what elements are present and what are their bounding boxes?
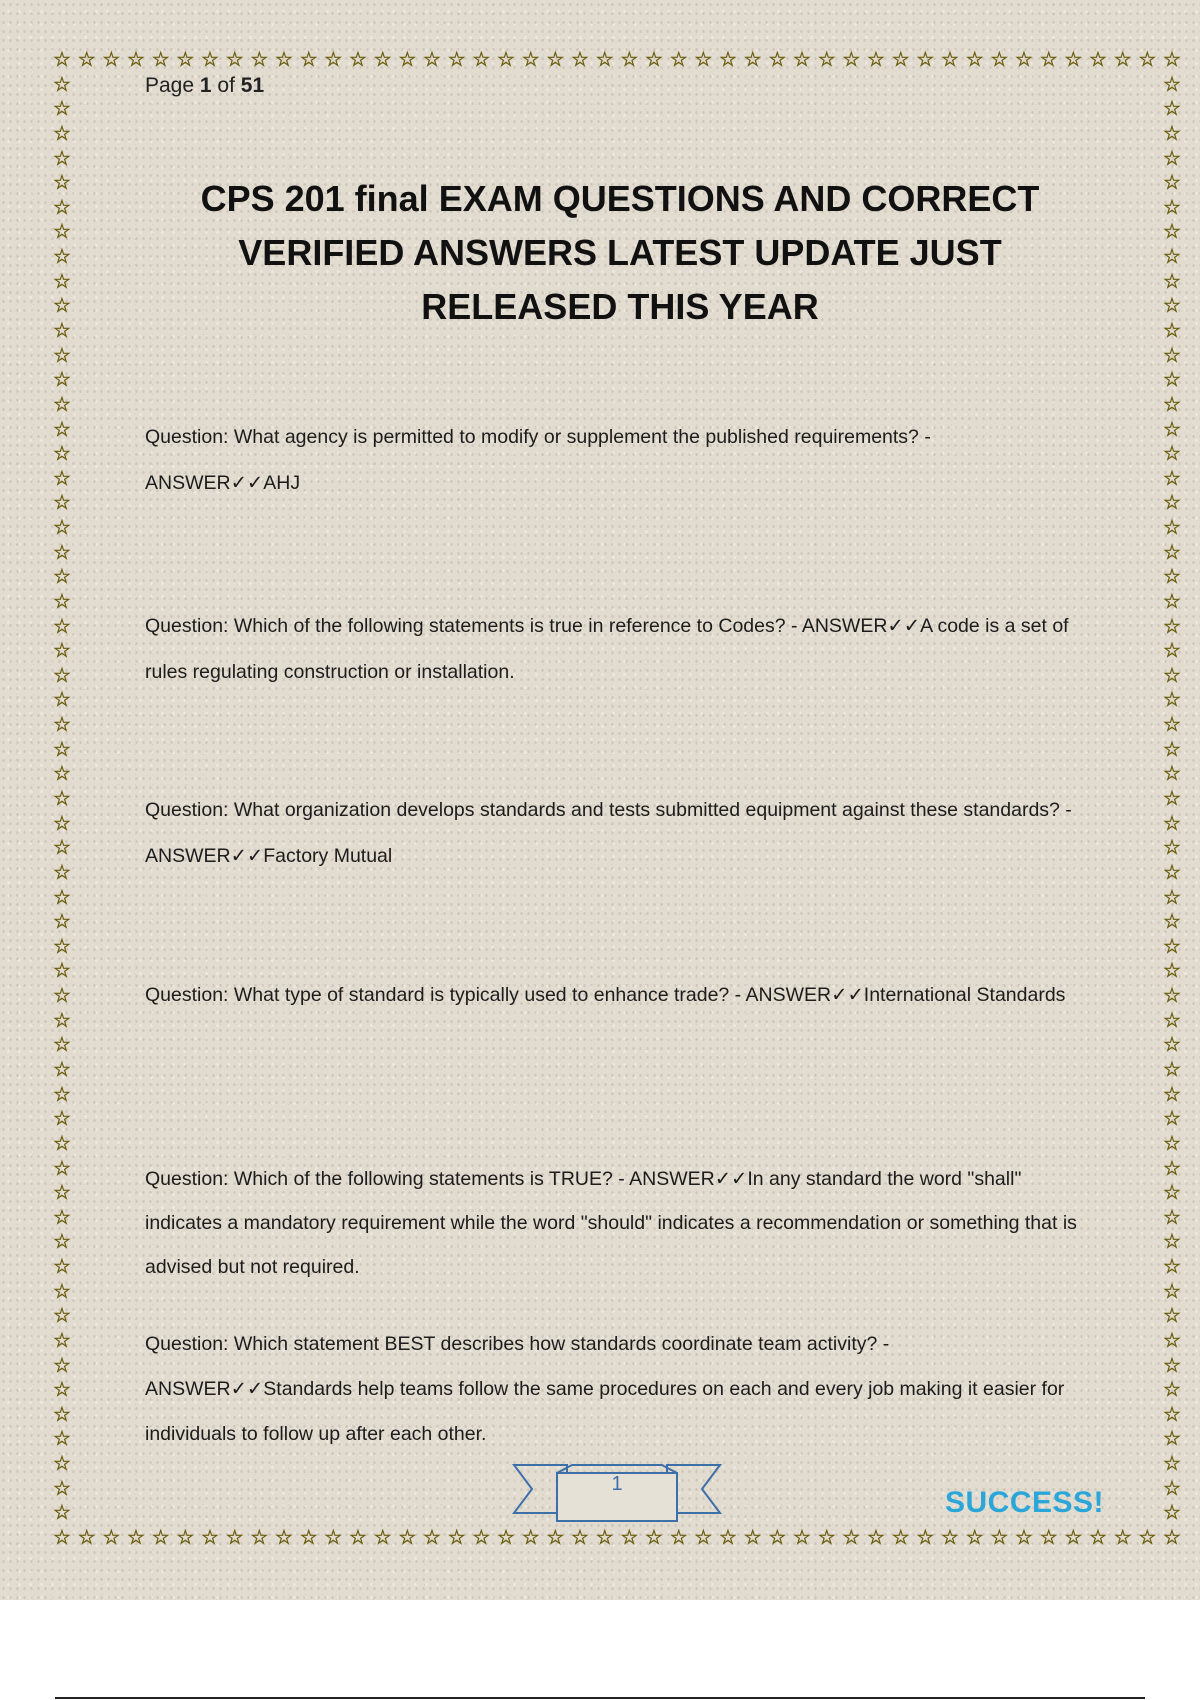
star-outline-icon: ☆ (53, 1256, 71, 1279)
star-outline-icon: ☆ (53, 1108, 71, 1131)
star-outline-icon: ☆ (1163, 1329, 1181, 1352)
star-outline-icon: ☆ (53, 812, 71, 835)
star-outline-icon: ☆ (250, 49, 269, 71)
qa-text: Question: Which statement BEST describes how standards coordinate team activity? - ANSWER✓✓Standards help teams follow the same procedures on each and every job making it easier for individuals to follow up after each other. (145, 1333, 1065, 1445)
star-outline-icon: ☆ (127, 1527, 145, 1549)
star-outline-icon: ☆ (53, 1034, 71, 1057)
page-label-of: of (217, 74, 235, 97)
star-outline-icon: ☆ (250, 1527, 269, 1549)
star-outline-icon: ☆ (620, 49, 639, 71)
star-outline-icon: ☆ (694, 1527, 713, 1549)
star-outline-icon: ☆ (743, 49, 762, 71)
star-outline-icon: ☆ (176, 1527, 195, 1549)
star-outline-icon: ☆ (53, 935, 71, 958)
star-outline-icon: ☆ (53, 1231, 71, 1254)
qa-item-6 (145, 1322, 1090, 1457)
star-outline-icon: ☆ (1163, 1009, 1181, 1032)
star-outline-icon: ☆ (1163, 1034, 1181, 1057)
star-outline-icon: ☆ (349, 49, 367, 71)
star-outline-icon: ☆ (1163, 517, 1181, 540)
star-outline-icon: ☆ (53, 590, 71, 613)
star-outline-icon: ☆ (941, 1527, 959, 1549)
star-outline-icon: ☆ (842, 49, 861, 71)
star-outline-icon: ☆ (53, 73, 71, 96)
star-outline-icon: ☆ (1138, 1527, 1157, 1549)
star-outline-icon: ☆ (1163, 1256, 1181, 1279)
star-outline-icon: ☆ (571, 1527, 589, 1549)
star-outline-icon: ☆ (793, 49, 811, 71)
star-outline-icon: ☆ (53, 837, 71, 860)
star-outline-icon: ☆ (595, 49, 614, 71)
star-outline-icon: ☆ (916, 1527, 935, 1549)
star-outline-icon: ☆ (1163, 640, 1181, 663)
qa-text: Question: Which of the following statements is true in reference to Codes? - ANSWER✓✓A code is a set of rules regulating construction or installation. (145, 615, 1069, 683)
star-outline-icon: ☆ (867, 1527, 885, 1549)
star-outline-icon: ☆ (941, 49, 959, 71)
star-outline-icon: ☆ (225, 49, 244, 71)
star-outline-icon: ☆ (53, 1157, 71, 1180)
star-outline-icon: ☆ (53, 295, 71, 318)
star-outline-icon: ☆ (1163, 886, 1181, 909)
star-outline-icon: ☆ (546, 49, 565, 71)
star-outline-icon: ☆ (53, 1453, 71, 1476)
star-outline-icon: ☆ (53, 393, 71, 416)
star-outline-icon: ☆ (53, 1379, 71, 1402)
success-label: SUCCESS! (945, 1486, 1105, 1519)
star-outline-icon: ☆ (1163, 1058, 1181, 1081)
star-outline-icon: ☆ (398, 1527, 417, 1549)
star-outline-icon: ☆ (53, 147, 71, 170)
star-outline-icon: ☆ (1089, 49, 1107, 71)
star-outline-icon: ☆ (1163, 960, 1181, 983)
divider (55, 1697, 1145, 1699)
star-outline-icon: ☆ (1015, 1527, 1033, 1549)
star-outline-icon: ☆ (53, 1280, 71, 1303)
star-outline-icon: ☆ (53, 1009, 71, 1032)
star-outline-icon: ☆ (1163, 1305, 1181, 1328)
star-outline-icon: ☆ (1163, 566, 1181, 589)
star-outline-icon: ☆ (1163, 172, 1181, 195)
star-outline-icon: ☆ (1015, 49, 1033, 71)
star-outline-icon: ☆ (275, 1527, 293, 1549)
star-outline-icon: ☆ (53, 1428, 71, 1451)
star-outline-icon: ☆ (53, 1403, 71, 1426)
star-outline-icon: ☆ (53, 270, 71, 293)
star-outline-icon: ☆ (53, 664, 71, 687)
star-outline-icon: ☆ (1163, 1453, 1181, 1476)
star-outline-icon: ☆ (990, 1527, 1009, 1549)
qa-text: Question: What organization develops standards and tests submitted equipment against these standards? - ANSWER✓✓Factory Mutual (145, 799, 1072, 867)
star-outline-icon: ☆ (1163, 1477, 1181, 1500)
star-outline-icon: ☆ (53, 763, 71, 786)
star-outline-icon: ☆ (743, 1527, 762, 1549)
star-outline-icon: ☆ (201, 49, 219, 71)
star-outline-icon: ☆ (546, 1527, 565, 1549)
star-outline-icon: ☆ (275, 49, 293, 71)
star-outline-icon: ☆ (1163, 246, 1181, 269)
star-outline-icon: ☆ (53, 172, 71, 195)
star-outline-icon: ☆ (1163, 1108, 1181, 1131)
star-outline-icon: ☆ (1113, 1527, 1132, 1549)
page-label-prefix: Page (145, 74, 195, 97)
star-outline-icon: ☆ (965, 49, 984, 71)
star-outline-icon: ☆ (1163, 1157, 1181, 1180)
star-outline-icon: ☆ (1039, 49, 1058, 71)
star-outline-icon: ☆ (53, 443, 71, 466)
star-outline-icon: ☆ (1163, 98, 1181, 121)
total-pages: 51 (240, 74, 265, 97)
star-outline-icon: ☆ (324, 1527, 343, 1549)
star-outline-icon: ☆ (225, 1527, 244, 1549)
star-outline-icon: ☆ (151, 1527, 170, 1549)
star-outline-icon: ☆ (694, 49, 713, 71)
star-outline-icon: ☆ (53, 1058, 71, 1081)
star-outline-icon: ☆ (1039, 1527, 1058, 1549)
star-outline-icon: ☆ (77, 1527, 96, 1549)
star-outline-icon: ☆ (1163, 1403, 1181, 1426)
star-outline-icon: ☆ (1163, 861, 1181, 884)
star-outline-icon: ☆ (472, 1527, 491, 1549)
star-outline-icon: ☆ (53, 788, 71, 810)
star-outline-icon: ☆ (201, 1527, 219, 1549)
star-outline-icon: ☆ (1163, 763, 1181, 786)
star-outline-icon: ☆ (349, 1527, 367, 1549)
star-outline-icon: ☆ (472, 49, 491, 71)
star-outline-icon: ☆ (53, 886, 71, 909)
star-outline-icon: ☆ (620, 1527, 639, 1549)
star-outline-icon: ☆ (447, 1527, 466, 1549)
star-outline-icon: ☆ (127, 49, 145, 71)
star-outline-icon: ☆ (719, 1527, 737, 1549)
star-outline-icon: ☆ (53, 49, 71, 71)
star-outline-icon: ☆ (398, 49, 417, 71)
star-outline-icon: ☆ (53, 1502, 71, 1525)
star-outline-icon: ☆ (151, 49, 170, 71)
star-outline-icon: ☆ (53, 1182, 71, 1205)
star-outline-icon: ☆ (497, 1527, 515, 1549)
star-outline-icon: ☆ (53, 714, 71, 737)
star-outline-icon: ☆ (53, 492, 71, 515)
star-outline-icon: ☆ (1163, 812, 1181, 835)
star-outline-icon: ☆ (53, 640, 71, 663)
star-outline-icon: ☆ (1163, 714, 1181, 737)
star-outline-icon: ☆ (53, 517, 71, 540)
star-outline-icon: ☆ (669, 49, 688, 71)
star-outline-icon: ☆ (1163, 911, 1181, 934)
star-outline-icon: ☆ (1064, 1527, 1083, 1549)
star-outline-icon: ☆ (1163, 73, 1181, 96)
qa-text: Question: Which of the following statements is TRUE? - ANSWER✓✓In any standard the word "shall" indicates a mandatory requirement while the word "should" indicates a recommendation or something that is advised but not required. (145, 1168, 1077, 1278)
star-outline-icon: ☆ (53, 1305, 71, 1328)
star-outline-icon: ☆ (1163, 1502, 1181, 1525)
star-outline-icon: ☆ (1163, 1354, 1181, 1377)
star-outline-icon: ☆ (1163, 270, 1181, 293)
star-outline-icon: ☆ (817, 1527, 836, 1549)
star-outline-icon: ☆ (102, 1527, 121, 1549)
star-outline-icon: ☆ (1163, 1182, 1181, 1205)
star-outline-icon: ☆ (965, 1527, 984, 1549)
qa-item-3 (145, 787, 1090, 879)
star-outline-icon: ☆ (1163, 985, 1181, 1008)
star-outline-icon: ☆ (1163, 49, 1181, 71)
star-outline-icon: ☆ (645, 49, 663, 71)
qa-item-4 (145, 972, 1090, 1018)
star-outline-icon: ☆ (842, 1527, 861, 1549)
star-outline-icon: ☆ (768, 1527, 787, 1549)
star-outline-icon: ☆ (1163, 541, 1181, 564)
qa-item-5 (145, 1157, 1090, 1289)
star-outline-icon: ☆ (447, 49, 466, 71)
qa-item-1 (145, 414, 1090, 506)
star-outline-icon: ☆ (719, 49, 737, 71)
star-outline-icon: ☆ (1163, 615, 1181, 638)
star-outline-icon: ☆ (1163, 1527, 1181, 1549)
star-outline-icon: ☆ (1163, 196, 1181, 219)
star-outline-icon: ☆ (373, 49, 392, 71)
star-outline-icon: ☆ (53, 738, 71, 761)
star-outline-icon: ☆ (1163, 1132, 1181, 1155)
star-outline-icon: ☆ (53, 196, 71, 219)
star-outline-icon: ☆ (1163, 788, 1181, 810)
star-outline-icon: ☆ (176, 49, 195, 71)
star-outline-icon: ☆ (53, 1083, 71, 1106)
star-outline-icon: ☆ (891, 1527, 910, 1549)
star-outline-icon: ☆ (53, 98, 71, 121)
star-outline-icon: ☆ (299, 1527, 318, 1549)
star-outline-icon: ☆ (768, 49, 787, 71)
star-outline-icon: ☆ (1163, 1083, 1181, 1106)
star-outline-icon: ☆ (1089, 1527, 1107, 1549)
star-outline-icon: ☆ (1163, 319, 1181, 342)
star-outline-icon: ☆ (102, 49, 121, 71)
star-outline-icon: ☆ (53, 985, 71, 1008)
star-outline-icon: ☆ (1163, 147, 1181, 170)
star-outline-icon: ☆ (53, 467, 71, 490)
star-outline-icon: ☆ (53, 911, 71, 934)
star-outline-icon: ☆ (1163, 295, 1181, 318)
star-outline-icon: ☆ (521, 49, 540, 71)
star-outline-icon: ☆ (1163, 689, 1181, 712)
star-outline-icon: ☆ (53, 1132, 71, 1155)
star-outline-icon: ☆ (1163, 738, 1181, 761)
star-outline-icon: ☆ (1163, 393, 1181, 416)
star-outline-icon: ☆ (1163, 369, 1181, 392)
star-outline-icon: ☆ (1163, 1206, 1181, 1229)
star-outline-icon: ☆ (497, 49, 515, 71)
star-outline-icon: ☆ (53, 369, 71, 392)
star-outline-icon: ☆ (423, 49, 441, 71)
star-outline-icon: ☆ (1163, 467, 1181, 490)
star-outline-icon: ☆ (669, 1527, 688, 1549)
star-outline-icon: ☆ (53, 1206, 71, 1229)
qa-item-2 (145, 603, 1090, 695)
star-outline-icon: ☆ (53, 689, 71, 712)
star-outline-icon: ☆ (1163, 418, 1181, 441)
star-outline-icon: ☆ (53, 541, 71, 564)
star-outline-icon: ☆ (645, 1527, 663, 1549)
star-outline-icon: ☆ (1163, 221, 1181, 244)
ribbon-banner-icon (512, 1455, 722, 1525)
current-page: 1 (199, 74, 212, 97)
star-outline-icon: ☆ (53, 319, 71, 342)
star-outline-icon: ☆ (53, 344, 71, 367)
star-outline-icon: ☆ (1163, 492, 1181, 515)
star-outline-icon: ☆ (990, 49, 1009, 71)
star-outline-icon: ☆ (817, 49, 836, 71)
star-outline-icon: ☆ (53, 566, 71, 589)
star-outline-icon: ☆ (53, 122, 71, 145)
star-outline-icon: ☆ (77, 49, 96, 71)
star-outline-icon: ☆ (595, 1527, 614, 1549)
star-outline-icon: ☆ (1138, 49, 1157, 71)
star-outline-icon: ☆ (1163, 1280, 1181, 1303)
star-outline-icon: ☆ (53, 1527, 71, 1549)
star-outline-icon: ☆ (53, 221, 71, 244)
star-outline-icon: ☆ (1064, 49, 1083, 71)
star-outline-icon: ☆ (373, 1527, 392, 1549)
star-outline-icon: ☆ (53, 1329, 71, 1352)
star-outline-icon: ☆ (1163, 1379, 1181, 1402)
star-outline-icon: ☆ (53, 615, 71, 638)
qa-text: Question: What agency is permitted to modify or supplement the published requirements? - ANSWER✓✓AHJ (145, 426, 931, 494)
star-outline-icon: ☆ (867, 49, 885, 71)
star-outline-icon: ☆ (53, 418, 71, 441)
star-outline-icon: ☆ (793, 1527, 811, 1549)
star-outline-icon: ☆ (1163, 935, 1181, 958)
star-outline-icon: ☆ (53, 246, 71, 269)
star-outline-icon: ☆ (53, 861, 71, 884)
star-outline-icon: ☆ (916, 49, 935, 71)
star-outline-icon: ☆ (53, 960, 71, 983)
star-outline-icon: ☆ (1163, 837, 1181, 860)
star-outline-icon: ☆ (1163, 122, 1181, 145)
qa-text: Question: What type of standard is typically used to enhance trade? - ANSWER✓✓International Standards (145, 984, 1066, 1006)
star-outline-icon: ☆ (1163, 344, 1181, 367)
star-outline-icon: ☆ (423, 1527, 441, 1549)
star-outline-icon: ☆ (1163, 1231, 1181, 1254)
page-counter (145, 74, 264, 98)
star-outline-icon: ☆ (299, 49, 318, 71)
document-title: CPS 201 final EXAM QUESTIONS AND CORRECT VERIFIED ANSWERS LATEST UPDATE JUST RELEASED THIS YEAR (200, 178, 1040, 327)
star-outline-icon: ☆ (891, 49, 910, 71)
star-outline-icon: ☆ (1163, 590, 1181, 613)
footer-page-number: 1 (611, 1473, 623, 1495)
star-outline-icon: ☆ (1113, 49, 1132, 71)
star-outline-icon: ☆ (1163, 664, 1181, 687)
star-outline-icon: ☆ (521, 1527, 540, 1549)
star-outline-icon: ☆ (53, 1477, 71, 1500)
star-outline-icon: ☆ (324, 49, 343, 71)
star-outline-icon: ☆ (53, 1354, 71, 1377)
star-outline-icon: ☆ (1163, 443, 1181, 466)
star-outline-icon: ☆ (1163, 1428, 1181, 1451)
star-outline-icon: ☆ (571, 49, 589, 71)
